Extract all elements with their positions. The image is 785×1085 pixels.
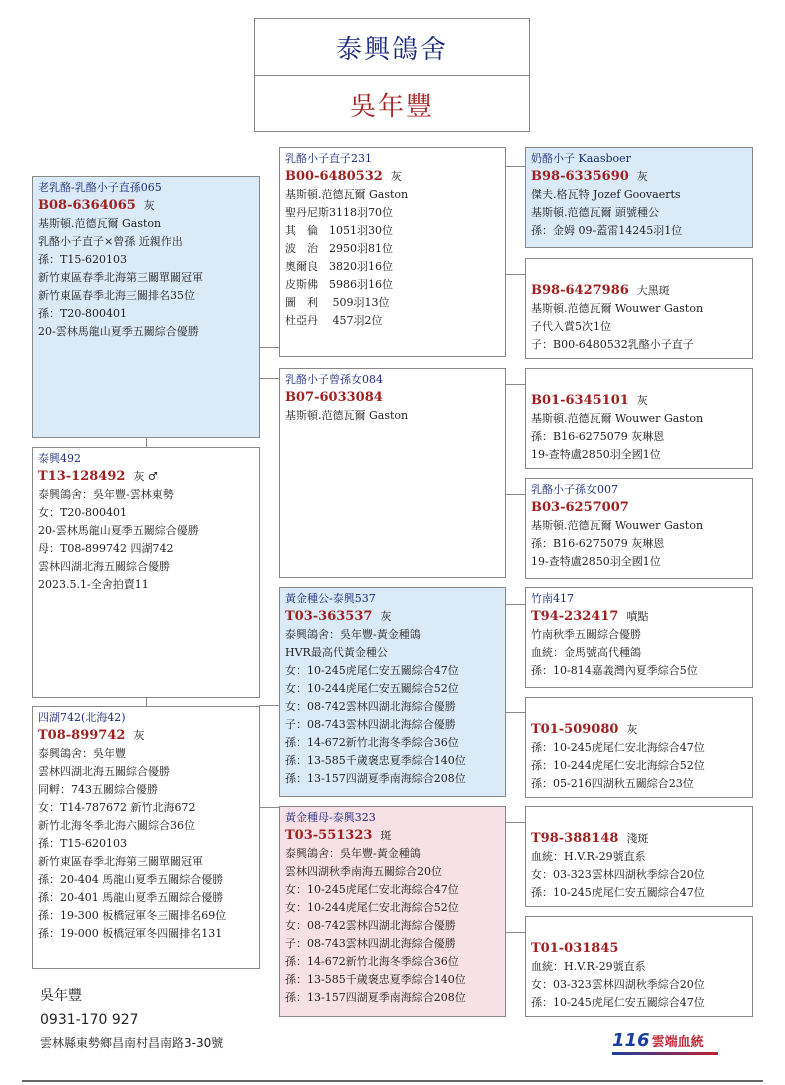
dds-card[interactable] — [525, 806, 753, 907]
pedigree-line: 波 治 2950羽81位 — [285, 242, 393, 255]
connector — [505, 384, 526, 385]
pedigree-line: 皮斯佛 5986羽16位 — [285, 278, 393, 291]
pedigree-line: 孫：T15-620103 — [38, 253, 128, 266]
dam-ring: T08-899742 灰 — [38, 728, 145, 743]
sdd-lines — [531, 517, 747, 571]
sdd-card[interactable] — [525, 478, 753, 579]
pedigree-line: 基斯頓.范德瓦爾 Wouwer Gaston — [531, 519, 704, 532]
ss-ring: B00-6480532 灰 — [285, 169, 402, 184]
connector — [259, 347, 280, 348]
subject-card[interactable] — [32, 447, 260, 698]
sire-lines — [38, 215, 254, 341]
logo-number: 116 — [612, 1030, 650, 1051]
owner-name-title: 吳年豐 — [349, 91, 434, 122]
pedigree-line: 乳酪小子直子×曾孫 近親作出 — [38, 235, 183, 248]
pedigree-line: 女：08-742雲林四湖北海綜合優勝 — [285, 919, 456, 932]
pedigree-line: 女：03-323雲林四湖秋季綜合20位 — [531, 978, 705, 991]
sire-sire-card[interactable] — [279, 147, 506, 357]
pedigree-line: 孫：19-000 板橋冠軍冬四關排名131 — [38, 927, 223, 940]
pedigree-line: 子：08-743雲林四湖北海綜合優勝 — [285, 718, 456, 731]
ss-lines — [285, 186, 500, 330]
pedigree-line: 孫：14-672新竹北海冬季綜合36位 — [285, 736, 459, 749]
pedigree-line: 20-雲林馬龍山夏季五關綜合優勝 — [38, 524, 199, 537]
bottom-divider — [22, 1080, 763, 1082]
pedigree-line: 孫：T15-620103 — [38, 837, 128, 850]
dss-header: 竹南417 — [531, 592, 574, 605]
pedigree-line: 孫：10-244虎尾仁安北海綜合52位 — [531, 759, 705, 772]
sdd-header: 乳酪小子孫女007 — [531, 483, 618, 496]
ddd-lines — [531, 958, 747, 1012]
connector — [505, 604, 526, 605]
pedigree-line: 奧爾良 3820羽16位 — [285, 260, 393, 273]
pedigree-line: 新竹北海冬季北海六關綜合36位 — [38, 819, 195, 832]
pedigree-line: 雲林四湖秋季南海五關綜合20位 — [285, 865, 442, 878]
dds-ring: T98-388148 淺斑 — [531, 831, 649, 846]
sd-ring: B07-6033084 — [285, 390, 383, 405]
connector — [505, 712, 526, 713]
pedigree-line: 雲林四湖北海五關綜合優勝 — [38, 765, 170, 778]
ds-lines — [285, 626, 500, 788]
sdd-ring: B03-6257007 — [531, 500, 629, 515]
pedigree-line: 基斯頓.范德瓦爾 Gaston — [285, 409, 409, 422]
connector — [146, 437, 147, 447]
connector — [259, 705, 280, 706]
logo — [612, 1030, 718, 1055]
dsd-lines — [531, 739, 747, 793]
pedigree-line: 聖丹尼斯3118羽70位 — [285, 206, 393, 219]
dss-ring: T94-232417 噴點 — [531, 609, 649, 624]
pedigree-line: 同孵：743五關綜合優勝 — [38, 783, 158, 796]
pedigree-line: 泰興鴿舍：吳年豐-黃金種鴿 — [285, 847, 421, 860]
pedigree-line: 基斯頓.范德瓦爾 Wouwer Gaston — [531, 302, 704, 315]
ddd-card[interactable] — [525, 916, 753, 1017]
logo-underline — [612, 1052, 718, 1055]
pedigree-line: 血統：H.V.R-29號直系 — [531, 850, 646, 863]
title-box — [254, 18, 530, 132]
pedigree-line: 竹南秋季五關綜合優勝 — [531, 628, 641, 641]
pedigree-line: 基斯頓.范德瓦爾 頭號種公 — [531, 206, 659, 219]
loft-name: 泰興鴿舍 — [255, 19, 529, 76]
sss-lines — [531, 186, 747, 240]
pedigree-line: 孫：10-245虎尾仁安北海綜合47位 — [531, 741, 705, 754]
dam-sire-card[interactable] — [279, 587, 506, 797]
connector — [259, 807, 280, 808]
ssd-card[interactable] — [525, 258, 753, 359]
pedigree-line: 其 倫 1051羽30位 — [285, 224, 393, 237]
connector — [505, 494, 526, 495]
pedigree-line: 杜亞丹 457羽2位 — [285, 314, 383, 327]
pedigree-line: 孫：20-401 馬龍山夏季五關綜合優勝 — [38, 891, 224, 904]
pedigree-line: 母：T08-899742 四湖742 — [38, 542, 174, 555]
pedigree-line: 基斯頓.范德瓦爾 Wouwer Gaston — [531, 412, 704, 425]
owner-phone: 0931-170 927 — [40, 1012, 139, 1028]
owner-address: 雲林縣東勢鄉昌南村昌南路3-30號 — [40, 1036, 224, 1050]
pedigree-line: 孫：B16-6275079 灰琳恩 — [531, 430, 665, 443]
subject-ring: T13-128492 灰 ♂ — [38, 469, 158, 484]
dam-header: 四湖742(北海42) — [38, 711, 126, 724]
pedigree-line: 孫：13-157四湖夏季南海綜合208位 — [285, 991, 466, 1004]
pedigree-line: 孫：10-814嘉義灣內夏季綜合5位 — [531, 664, 698, 677]
pedigree-line: 女：T14-787672 新竹北海672 — [38, 801, 196, 814]
pedigree-line: 孫：13-585千歲褒忠夏季綜合140位 — [285, 973, 466, 986]
dsd-ring: T01-509080 灰 — [531, 722, 638, 737]
dss-card[interactable] — [525, 587, 753, 688]
sss-ring: B98-6335690 灰 — [531, 169, 648, 184]
pedigree-line: 女：10-245虎尾仁安北海綜合47位 — [285, 883, 459, 896]
pedigree-line: 新竹東區春季北海第三關單關冠軍 — [38, 855, 203, 868]
subject-lines — [38, 486, 254, 594]
dam-dam-card[interactable] — [279, 806, 506, 1017]
pedigree-line: 女：08-742雲林四湖北海綜合優勝 — [285, 700, 456, 713]
pedigree-line: 血統：金馬號高代種鴿 — [531, 646, 641, 659]
sire-card[interactable] — [32, 176, 260, 438]
pedigree-line: 孫：B16-6275079 灰琳恩 — [531, 537, 665, 550]
dam-card[interactable] — [32, 706, 260, 969]
pedigree-line: 新竹東區春季北海三關排名35位 — [38, 289, 195, 302]
sd-header: 乳酪小子曾孫女084 — [285, 373, 383, 386]
pedigree-line: 19-查特盧2850羽全國1位 — [531, 555, 661, 568]
pedigree-line: 血統：H.V.R-29號直系 — [531, 960, 646, 973]
dd-lines — [285, 845, 500, 1007]
pedigree-line: 孫：05-216四湖秋五關綜合23位 — [531, 777, 694, 790]
pedigree-line: 孫：13-585千歲褒忠夏季綜合140位 — [285, 754, 466, 767]
sire-header: 老乳酪-乳酪小子直孫065 — [38, 181, 162, 194]
pedigree-line: 孫：10-245虎尾仁安五關綜合47位 — [531, 886, 705, 899]
connector — [505, 166, 526, 167]
connector — [146, 697, 147, 706]
sds-ring: B01-6345101 灰 — [531, 393, 648, 408]
pedigree-line: 孫：金姆 09-蓋雷14245羽1位 — [531, 224, 683, 237]
connector — [505, 822, 526, 823]
pedigree-line: 孫：13-157四湖夏季南海綜合208位 — [285, 772, 466, 785]
pedigree-line: 女：10-244虎尾仁安五關綜合52位 — [285, 682, 459, 695]
ddd-ring: T01-031845 — [531, 941, 619, 956]
ds-ring: T03-363537 灰 — [285, 609, 392, 624]
sds-card[interactable] — [525, 368, 753, 469]
sire-ring: B08-6364065 灰 — [38, 198, 155, 213]
connector — [505, 274, 526, 275]
sd-lines — [285, 407, 500, 425]
dsd-card[interactable] — [525, 697, 753, 798]
subject-header: 泰興492 — [38, 452, 81, 465]
connector — [259, 378, 280, 379]
owner-name: 吳年豐 — [40, 988, 82, 1004]
sire-dam-card[interactable] — [279, 368, 506, 578]
connector — [505, 932, 526, 933]
logo-text: 雲端血統 — [651, 1035, 704, 1050]
pedigree-line: 女：03-323雲林四湖秋季綜合20位 — [531, 868, 705, 881]
pedigree-line: 泰興鴿舍：吳年豐 — [38, 747, 126, 760]
dd-header: 黃金種母-泰興323 — [285, 811, 376, 824]
sds-lines — [531, 410, 747, 464]
pedigree-line: 圖 利 509羽13位 — [285, 296, 390, 309]
pedigree-line: 孫：T20-800401 — [38, 307, 128, 320]
dd-ring: T03-551323 斑 — [285, 828, 392, 843]
pedigree-line: 子：B00-6480532乳酪小子直子 — [531, 338, 694, 351]
pedigree-line: 孫：20-404 馬龍山夏季五關綜合優勝 — [38, 873, 224, 886]
pedigree-line: 新竹東區春季北海第三關單關冠軍 — [38, 271, 203, 284]
pedigree-line: 基斯頓.范德瓦爾 Gaston — [285, 188, 409, 201]
pedigree-line: 19-查特盧2850羽全國1位 — [531, 448, 661, 461]
pedigree-line: 女：T20-800401 — [38, 506, 128, 519]
pedigree-line: 子代入賞5次1位 — [531, 320, 611, 333]
owner-contact — [40, 984, 223, 1054]
pedigree-line: 泰興鴿舍：吳年豐-雲林東勢 — [38, 488, 174, 501]
pedigree-line: 雲林四湖北海五關綜合優勝 — [38, 560, 170, 573]
pedigree-line: 泰興鴿舍：吳年豐-黃金種鴿 — [285, 628, 421, 641]
pedigree-line: 子：08-743雲林四湖北海綜合優勝 — [285, 937, 456, 950]
sss-header: 奶酪小子 Kaasboer — [531, 152, 631, 165]
pedigree-line: 孫：19-300 板橋冠軍冬三關排名69位 — [38, 909, 227, 922]
pedigree-line: 孫：10-245虎尾仁安五關綜合47位 — [531, 996, 705, 1009]
pedigree-line: 傑夫.格瓦特 Jozef Goovaerts — [531, 188, 681, 201]
pedigree-line: 女：10-244虎尾仁安北海綜合52位 — [285, 901, 459, 914]
ss-header: 乳酪小子直子231 — [285, 152, 372, 165]
ds-header: 黃金種公-泰興537 — [285, 592, 376, 605]
pedigree-line: HVR最高代黃金種公 — [285, 646, 388, 659]
pedigree-line: 基斯頓.范德瓦爾 Gaston — [38, 217, 162, 230]
ssd-lines — [531, 300, 747, 354]
ssd-ring: B98-6427986 大黑斑 — [531, 283, 670, 298]
dam-lines — [38, 745, 254, 943]
pedigree-line: 孫：14-672新竹北海冬季綜合36位 — [285, 955, 459, 968]
dds-lines — [531, 848, 747, 902]
pedigree-line: 20-雲林馬龍山夏季五關綜合優勝 — [38, 325, 199, 338]
pedigree-line: 2023.5.1-全舍拍賣11 — [38, 578, 149, 591]
sss-card[interactable] — [525, 147, 753, 248]
pedigree-line: 女：10-245虎尾仁安五關綜合47位 — [285, 664, 459, 677]
dss-lines — [531, 626, 747, 680]
